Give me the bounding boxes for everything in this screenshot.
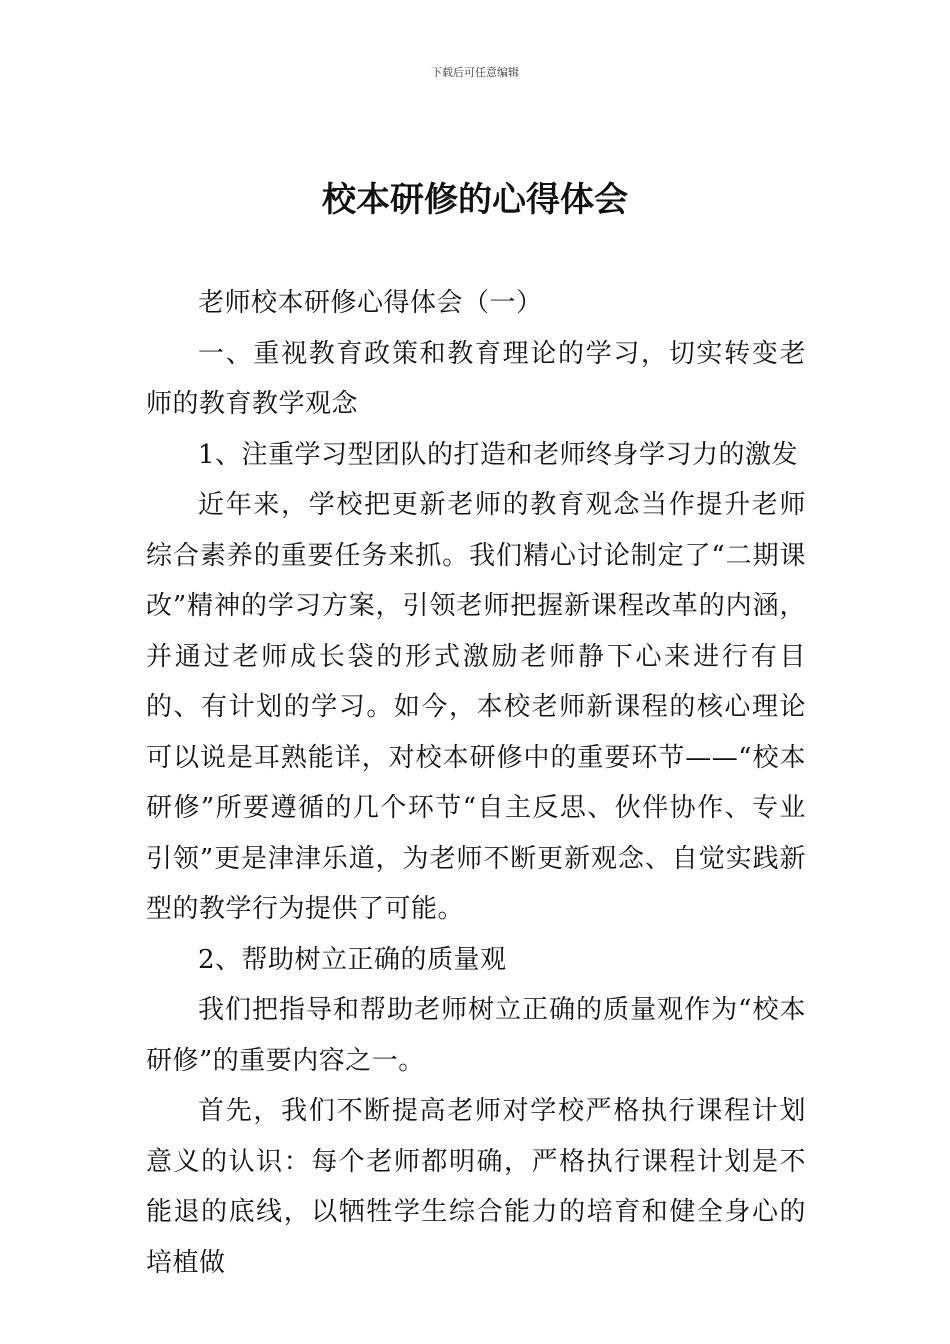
page-header-note: 下载后可任意编辑	[431, 66, 519, 79]
section-heading: 老师校本研修心得体会（一）	[198, 288, 543, 318]
body-paragraph: 近年来，学校把更新老师的教育观念当作提升老师综合素养的重要任务来抓。我们精心讨论制定了“二期课改”精神的学习方案，引领老师把握新课程改革的内涵，并通过老师成长袋的形式激励老师静下心来进行有目的、有计划的学习。如今，本校老师新课程的核心理论可以说是耳熟能详，对校本研修中的重要环节——“校本研修”所要遵循的几个环节“自主反思、伙伴协作、专业引领”更是津津乐道，为老师不断更新观念、自觉实践新型的教学行为提供了可能。	[146, 490, 806, 924]
document-body	[146, 278, 806, 1288]
body-paragraph: 我们把指导和帮助老师树立正确的质量观作为“校本研修”的重要内容之一。	[146, 995, 806, 1076]
subheading: 2、帮助树立正确的质量观	[198, 944, 507, 975]
document-title: 校本研修的心得体会	[322, 180, 628, 220]
body-paragraph: 首先，我们不断提高老师对学校严格执行课程计划意义的认识：每个老师都明确，严格执行课程计划是不能退的底线，以牺牲学生综合能力的培育和健全身心的培植做	[146, 1096, 806, 1278]
subheading: 1、注重学习型团队的打造和老师终身学习力的激发	[198, 439, 799, 470]
part-heading: 一、重视教育政策和教育理论的学习，切实转变老师的教育教学观念	[146, 338, 806, 419]
